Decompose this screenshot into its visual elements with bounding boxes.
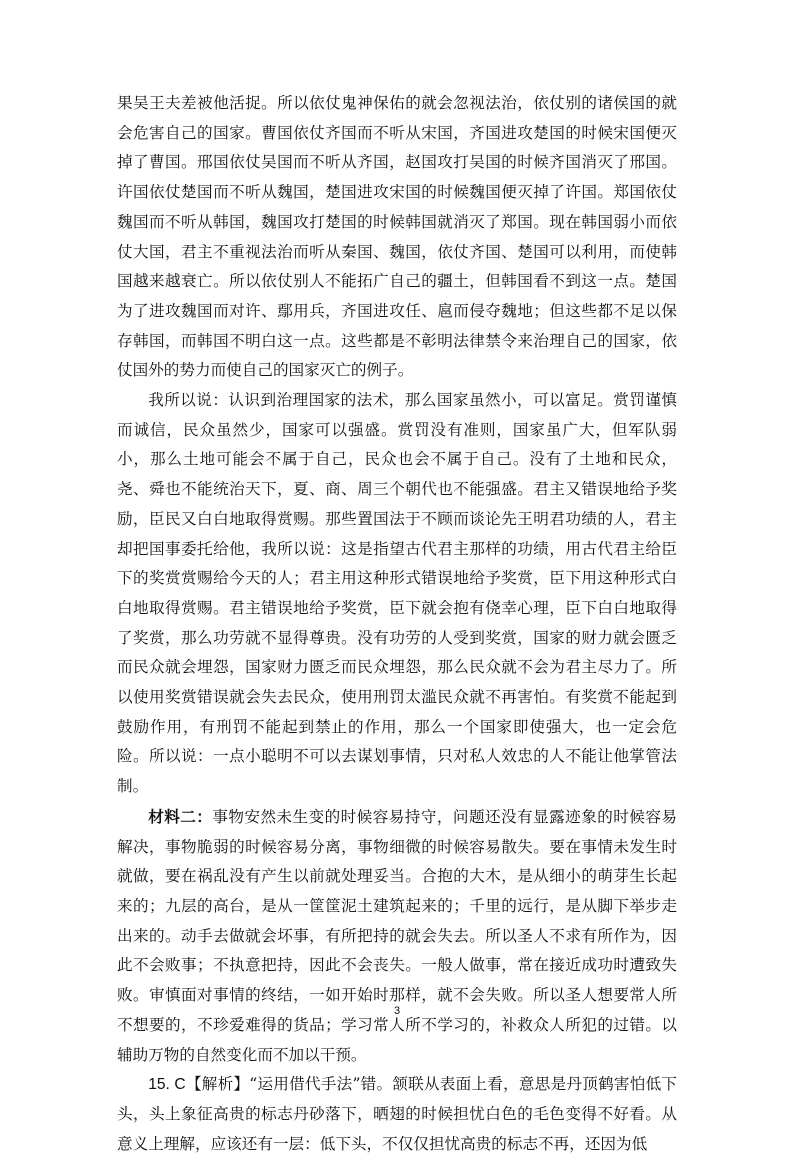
- paragraph-conclusion: [117, 386, 677, 802]
- analysis-tag: 【解析】: [185, 1075, 250, 1094]
- paragraph-continuation: [117, 89, 677, 386]
- page-number: 3: [393, 1005, 401, 1017]
- paragraph-material-two: [117, 802, 677, 1070]
- paragraph-text: 事物安然未生变的时候容易持守，问题还没有显露迹象的时候容易解决，事物脆弱的时候容易分离，事物细微的时候容易散失。要在事情未发生时就做，要在祸乱没有产生以前就处理妥当。合抱的大木，是从细小的萌芽生长起来的；九层的高台，是从一筐筐泥土建筑起来的；千里的远行，是从脚下举步走出来的。动手去做就会坏事，有所把持的就会失去。所以圣人不求有所作为，因此不会败事；不执意把持，因此不会丧失。一般人做事，常在接近成功时遭致失败。审慎面对事情的终结，一如开始时那样，就不会失败。所以圣人想要常人所不想要的，不珍爱难得的货品；学习常人所不学习的，补救众人所犯的过错。以辅助万物的自然变化而不加以干预。: [117, 807, 677, 1064]
- document-body: [117, 89, 677, 1159]
- paragraph-text: 果吴王夫差被他活捉。所以依仗鬼神保佑的就会忽视法治，依仗别的诸侯国的就会危害自己的国家。曹国依仗齐国而不听从宋国，齐国进攻楚国的时候宋国便灭掉了曹国。邢国依仗吴国而不听从齐国，赵国攻打吴国的时候齐国消灭了邢国。许国依仗楚国而不听从魏国，楚国进攻宋国的时候魏国便灭掉了许国。郑国依仗魏国而不听从韩国，魏国攻打楚国的时候韩国就消灭了郑国。现在韩国弱小而依仗大国，君主不重视法治而听从秦国、魏国，依仗齐国、楚国可以利用，而使韩国越来越衰亡。所以依仗别人不能拓广自己的疆土，但韩国看不到这一点。楚国为了进攻魏国而对许、鄢用兵，齐国进攻任、扈而侵夺魏地；但这些都不足以保存韩国，而韩国不明白这一点。这些都是不彰明法律禁令来治理自己的国家，依仗国外的势力而使自己的国家灭亡的例子。: [117, 94, 677, 380]
- paragraph-text: “运用借代手法”错。颔联从表面上看，意思是丹顶鹤害怕低下头，头上象征高贵的标志丹砂落下，晒翅的时候担忧白色的毛色变得不好看。从意义上理解，应该还有一层：低下头，不仅仅担忧高贵的标志不再，还因为低: [117, 1075, 677, 1153]
- paragraph-text: 我所以说：认识到治理国家的法术，那么国家虽然小，可以富足。赏罚谨慎而诚信，民众虽然少，国家可以强盛。赏罚没有准则，国家虽广大，但军队弱小，那么土地可能会不属于自己，民众也会不属于自己。没有了土地和民众，尧、舜也不能统治天下，夏、商、周三个朝代也不能强盛。君主又错误地给予奖励，臣民又白白地取得赏赐。那些置国法于不顾而谈论先王明君功绩的人，君主却把国事委托给他，我所以说：这是指望古代君主那样的功绩，用古代君主给臣下的奖赏赏赐给今天的人；君主用这种形式错误地给予奖赏，臣下用这种形式白白地取得赏赐。君主错误地给予奖赏，臣下就会抱有侥幸心理，臣下白白地取得了奖赏，那么功劳就不显得尊贵。没有功劳的人受到奖赏，国家的财力就会匮乏而民众就会埋怨，国家财力匮乏而民众埋怨，那么民众就不会为君主尽力了。所以使用奖赏错误就会失去民众，使用刑罚太滥民众就不再害怕。有奖赏不能起到鼓励作用，有刑罚不能起到禁止的作用，那么一个国家即使强大，也一定会危险。所以说：一点小聪明不可以去谋划事情，只对私人效忠的人不能让他掌管法制。: [117, 391, 677, 796]
- paragraph-answer-15: [117, 1070, 677, 1159]
- material-label: 材料二：: [148, 806, 213, 826]
- answer-number: 15. C: [148, 1076, 186, 1094]
